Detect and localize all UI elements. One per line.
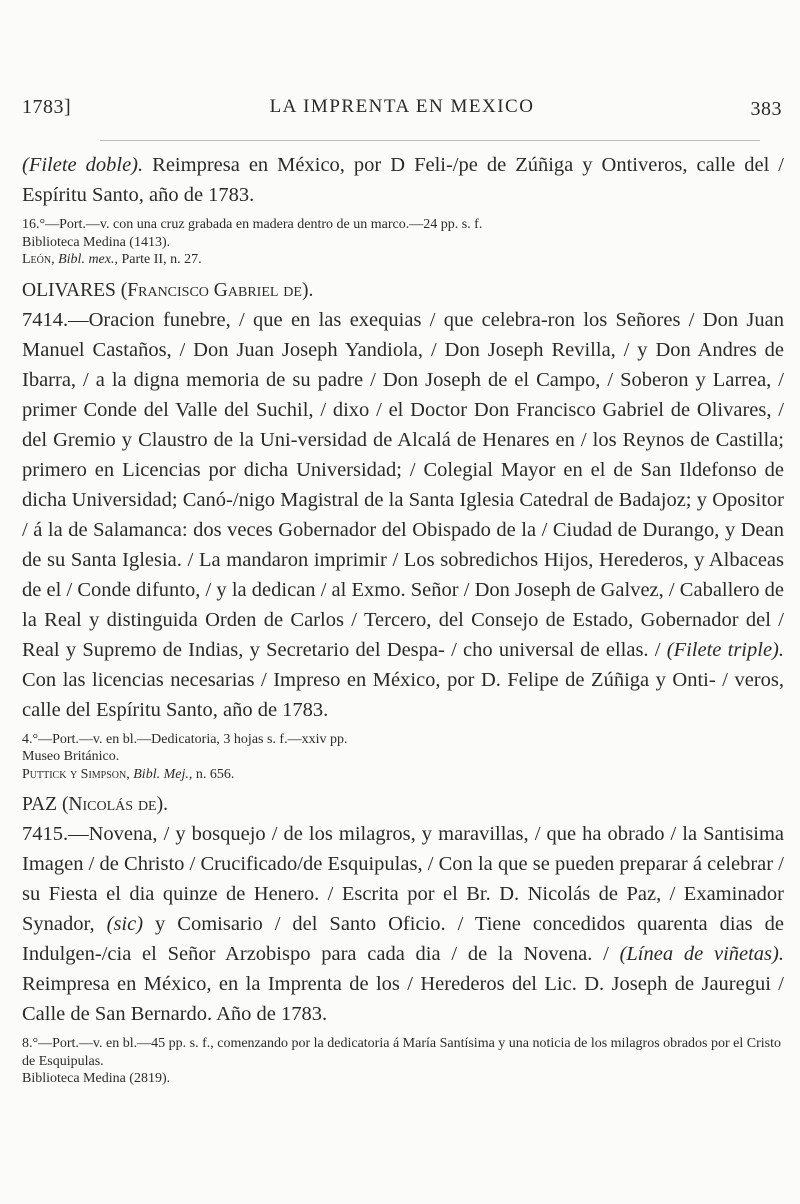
- page-number: 383: [750, 98, 782, 120]
- entry-7414-note-reference: [22, 766, 784, 784]
- entry-continuation-note-reference: [22, 251, 784, 269]
- author-given-names: (Nicolás de).: [61, 794, 168, 815]
- entry-continuation-text: [22, 150, 784, 210]
- reference-location: , Parte II, n. 27.: [114, 252, 202, 267]
- header-rule: [100, 140, 760, 141]
- reference-author: León,: [22, 252, 55, 267]
- running-header: [22, 96, 782, 126]
- entry-7414-text: [22, 305, 784, 725]
- author-given-names: (Francisco Gabriel de).: [120, 279, 314, 301]
- entry-7414-body: 7414.—Oracion funebre, / que en las exequias / que celebra-ron los Señores / Don Juan Manuel Castaños, / Don Juan Joseph Yandiola, / Don Joseph Revilla, / y Don Andres de Ibarra, / a la digna memoria de su padre / Don Joseph de el Campo, / Soberon y Larrea, / primer Conde del Valle del Suchil, / dixo / el Doctor Don Francisco Gabriel de Olivares, / del Gremio y Claustro de la Uni-versidad de Alcalá de Henares en / los Reynos de Castilla; primero en Licencias por dicha Universidad; / Colegial Mayor en el de San Ildefonso de dicha Universidad; Canó-/nigo Magistral de la Santa Iglesia Catedral de Badajoz; y Opositor / á la de Salamanca: dos veces Gobernador del Obispado de la / Ciudad de Durango, y Dean de su Santa Iglesia. / La mandaron imprimir / Los sobredichos Hijos, Herederos, y Albaceas de el / Conde difunto, / y la dedican / al Exmo. Señor / Don Joseph de Galvez, / Caballero de la Real y distinguida Orden de Carlos / Tercero, del Consejo de Estado, Gobernador del / Real y Supremo de Indias, y Secretario del Despa- / cho universal de ellas. /: [22, 308, 784, 661]
- header-title: LA IMPRENTA EN MEXICO: [269, 96, 535, 117]
- author-surname: PAZ: [22, 794, 58, 815]
- entry-7414-imprint: Con las licencias necesarias / Impreso en México, por D. Felipe de Zúñiga y Onti- / veros, calle del Espíritu Santo, año de 1783.: [22, 668, 784, 721]
- ornament-description: (Línea de viñetas).: [619, 943, 784, 965]
- sic-note: (sic): [106, 913, 144, 935]
- entry-7414-note-library: Museo Británico.: [22, 749, 120, 764]
- reference-location: , n. 656.: [188, 766, 235, 782]
- reference-work: Bibl. mex.: [58, 252, 115, 267]
- entry-7415-note-format: 8.°—Port.—v. en bl.—45 pp. s. f., comenzando por la dedicatoria á María Santísima y una noticia de los milagros obrados por el Cristo de Esquipulas.: [22, 1036, 781, 1069]
- reference-work: Bibl. Mej.: [133, 766, 189, 782]
- entry-7415-note-library: Biblioteca Medina (2819).: [22, 1071, 171, 1086]
- author-heading-olivares: [22, 277, 784, 305]
- entry-7415-body: 7415.—Novena, / y bosquejo / de los milagros, y maravillas, / que ha obrado / la Santisima Imagen / de Christo / Crucificado/de Esquipulas, / Con la que se pueden preparar á celebrar / su Fiesta el dia quinze de Henero. / Escrita por el Br. D. Nicolás de Paz, / Examinador Synador,: [22, 823, 784, 935]
- author-heading-paz: [22, 791, 784, 819]
- header-year: 1783]: [22, 96, 72, 118]
- entry-continuation-note-format: 16.°—Port.—v. con una cruz grabada en madera dentro de un marco.—24 pp. s. f.: [22, 217, 483, 232]
- entry-continuation-note-library: Biblioteca Medina (1413).: [22, 234, 171, 250]
- entry-7415-imprint: Reimpresa en México, en la Imprenta de los / Herederos del Lic. D. Joseph de Jauregui / Calle de San Bernardo. Año de 1783.: [22, 973, 784, 1025]
- entry-continuation-body: Reimpresa en México, por D Feli-/pe de Zúñiga y Ontiveros, calle del / Espíritu Santo, año de 1783.: [22, 154, 784, 206]
- ornament-description: (Filete doble).: [22, 154, 144, 176]
- author-surname: OLIVARES: [22, 279, 116, 301]
- entry-7415-body-continued: y Comisario / del Santo Oficio. / Tiene concedidos quarenta dias de Indulgen-/cia el Señor Arzobispo para cada dia / de la Novena. /: [22, 913, 784, 965]
- entry-7414-note-format: 4.°—Port.—v. en bl.—Dedicatoria, 3 hojas s. f.—xxiv pp.: [22, 731, 348, 747]
- reference-author: Puttick y Simpson,: [22, 766, 130, 782]
- page-body: [22, 150, 784, 1088]
- ornament-description: (Filete triple).: [666, 638, 784, 661]
- entry-7415-text: [22, 819, 784, 1029]
